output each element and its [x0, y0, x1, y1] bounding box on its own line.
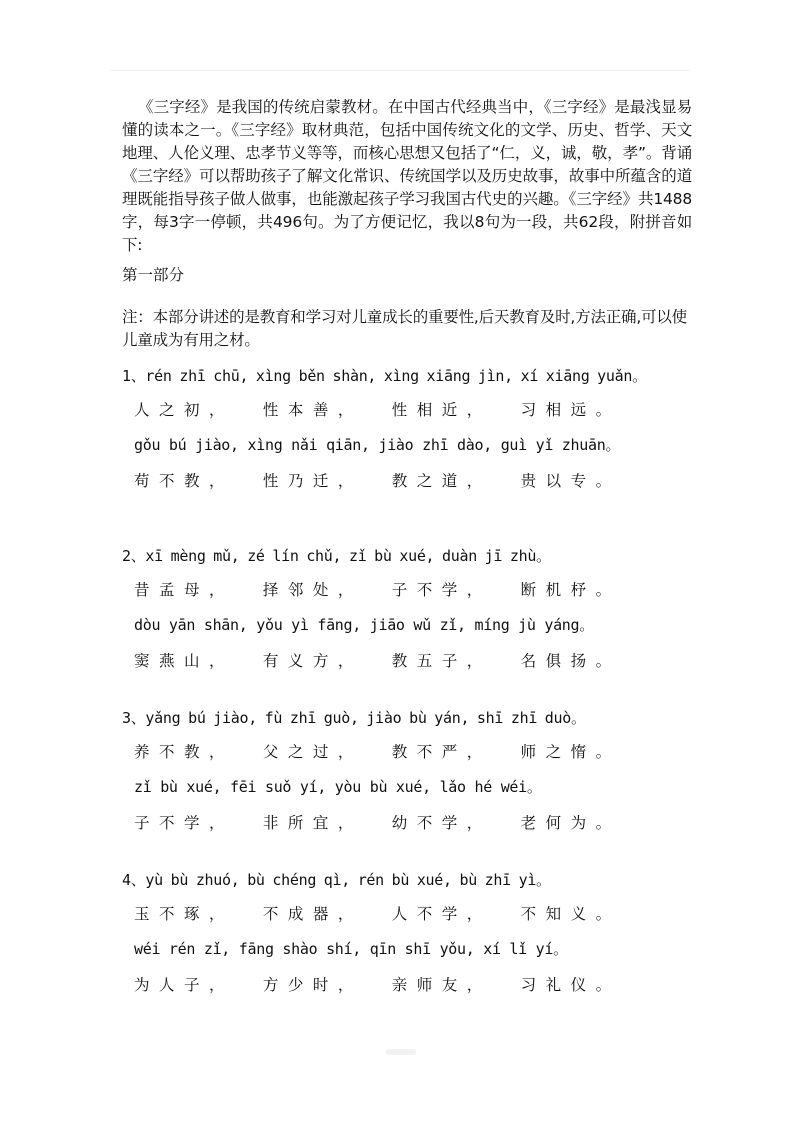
verse-hanzi-line: 养不教， 父之过， 教不严， 师之惰。 — [134, 743, 621, 761]
verse-pinyin-line: 2、xī mèng mǔ, zé lín chǔ, zǐ bù xué, duàn jī zhù。 — [122, 547, 551, 565]
part-title: 第一部分 — [122, 266, 185, 284]
intro-paragraph: 《三字经》是我国的传统启蒙教材。在中国古代经典当中，《三字经》是最浅显易懂的读本之一。《三字经》取材典范，包括中国传统文化的文学、历史、哲学、天文地理、人伦义理、忠孝节义等等，而核心思想又包括了“仁，义，诚，敬，孝”。背诵《三字经》可以帮助孩子了解文化常识、传统国学以及历史故事，故事中所蕴含的道理既能指导孩子做人做事，也能激起孩子学习我国古代史的兴趣。《三字经》共1488字，每3字一停顿，共496句。为了方便记忆，我以8句为一段，共62段，附拼音如下: — [122, 98, 692, 254]
verse-pinyin-line: 4、yù bù zhuó, bù chéng qì, rén bù xué, bù zhī yì。 — [122, 871, 551, 889]
verse-hanzi-line: 人之初， 性本善， 性相近， 习相远。 — [134, 401, 621, 419]
verse-pinyin-line: 3、yǎng bú jiào, fù zhī guò, jiào bù yán, shī zhī duò。 — [122, 709, 586, 727]
verse-pinyin-line: zǐ bù xué, fēi suǒ yí, yòu bù xué, lǎo hé wéi。 — [134, 778, 542, 796]
part-note: 注：本部分讲述的是教育和学习对儿童成长的重要性,后天教育及时,方法正确,可以使儿童成为有用之材。 — [122, 308, 687, 349]
header-rule — [110, 70, 690, 71]
verse-hanzi-line: 昔孟母， 择邻处， 子不学， 断机杼。 — [134, 581, 621, 599]
verse-section-1 — [122, 366, 682, 492]
verse-hanzi-line: 子不学， 非所宜， 幼不学， 老何为。 — [134, 814, 621, 832]
verse-hanzi-line: 苟不教， 性乃迁， 教之道， 贵以专。 — [134, 472, 621, 490]
verse-section-4 — [122, 870, 682, 996]
verse-section-2 — [122, 546, 682, 672]
verse-pinyin-line: dòu yān shān, yǒu yì fāng, jiāo wǔ zǐ, míng jù yáng。 — [134, 616, 594, 634]
verse-hanzi-line: 玉不琢， 不成器， 人不学， 不知义。 — [134, 905, 621, 923]
verse-hanzi-line: 为人子， 方少时， 亲师友， 习礼仪。 — [134, 976, 621, 994]
footer-watermark — [386, 1049, 416, 1055]
verse-pinyin-line: 1、rén zhī chū, xìng běn shàn, xìng xiāng jìn, xí xiāng yuǎn。 — [122, 367, 647, 385]
verse-hanzi-line: 窦燕山， 有义方， 教五子， 名俱扬。 — [134, 652, 621, 670]
verse-section-3 — [122, 708, 682, 834]
verse-pinyin-line: wéi rén zǐ, fāng shào shí, qīn shī yǒu, xí lǐ yí。 — [134, 940, 568, 958]
verse-pinyin-line: gǒu bú jiào, xìng nǎi qiān, jiào zhī dào, guì yǐ zhuān。 — [134, 436, 621, 454]
